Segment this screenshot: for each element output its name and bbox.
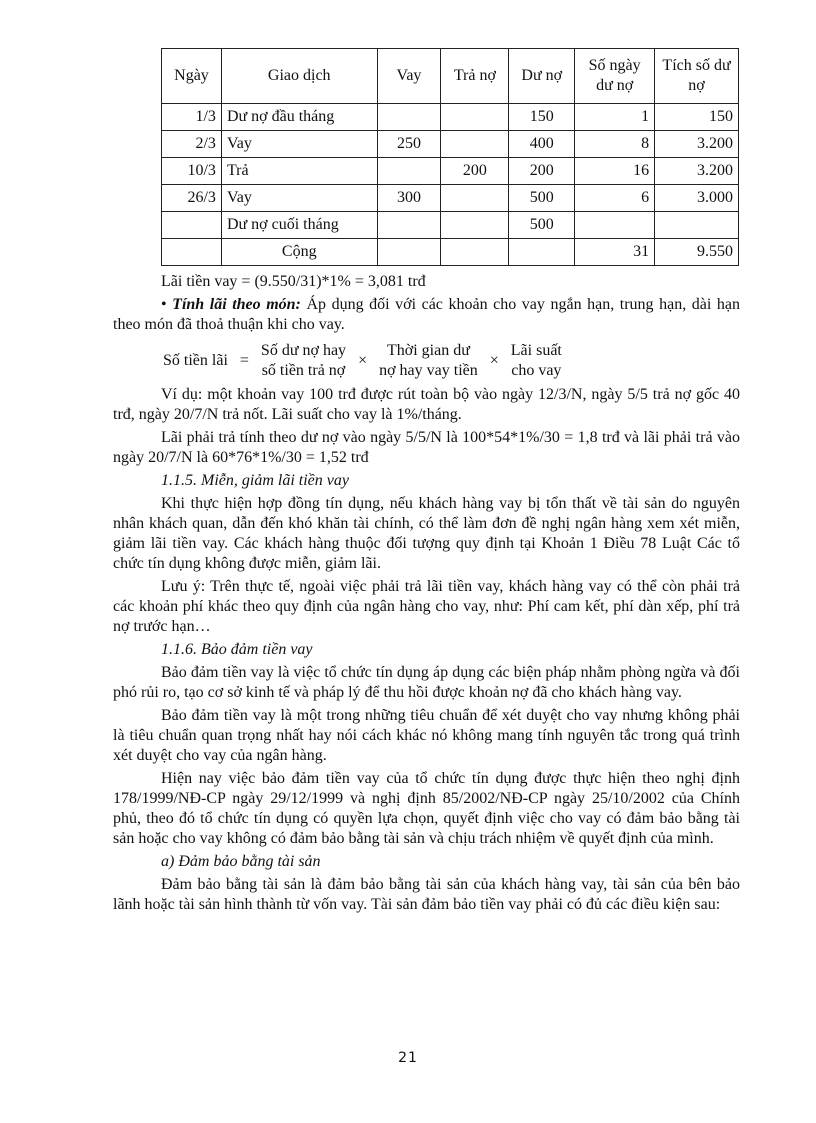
col-header-transaction: Giao dịch	[221, 49, 377, 104]
cell-days	[575, 212, 655, 239]
table-row	[162, 212, 739, 239]
cell-repay	[441, 239, 509, 266]
table-row	[162, 185, 739, 212]
cell-product: 3.200	[655, 131, 739, 158]
formula-equals: =	[239, 352, 249, 369]
example-paragraph: Ví dụ: một khoản vay 100 trđ được rút toàn bộ vào ngày 12/3/N, ngày 5/5 trả nợ gốc 40 trđ, ngày 20/7/N trả nốt. Lãi suất cho vay là 1%/tháng.	[113, 386, 740, 423]
interest-formula	[163, 341, 740, 381]
col-header-balance: Dư nợ	[509, 49, 575, 104]
formula-term-duration	[379, 341, 478, 381]
cell-repay	[441, 185, 509, 212]
col-header-loan: Vay	[377, 49, 441, 104]
formula-term-rate	[511, 341, 562, 381]
loan-balance-table	[161, 48, 739, 266]
cell-balance: 500	[509, 212, 575, 239]
cell-date: 2/3	[162, 131, 222, 158]
formula-lhs: Số tiền lãi	[163, 352, 228, 369]
col-header-date: Ngày	[162, 49, 222, 104]
page-number: 21	[398, 1050, 418, 1066]
cell-date	[162, 212, 222, 239]
cell-loan	[377, 212, 441, 239]
interest-result: Lãi tiền vay = (9.550/31)*1% = 3,081 trđ	[161, 273, 426, 290]
cell-days: 1	[575, 104, 655, 131]
cell-product: 3.200	[655, 158, 739, 185]
cell-loan	[377, 239, 441, 266]
cell-transaction: Vay	[221, 185, 377, 212]
cell-repay	[441, 212, 509, 239]
table-row	[162, 104, 739, 131]
formula-term2-bottom: nợ hay vay tiền	[379, 362, 478, 379]
col-header-product: Tích số dư nợ	[655, 49, 739, 104]
cell-balance: 400	[509, 131, 575, 158]
formula-term2-top: Thời gian dư	[386, 342, 470, 359]
cell-product: 3.000	[655, 185, 739, 212]
cell-balance: 500	[509, 185, 575, 212]
cell-date	[162, 239, 222, 266]
method-title: Tính lãi theo món:	[172, 296, 301, 313]
cell-transaction: Trả	[221, 158, 377, 185]
subheading-a: a) Đảm bảo bằng tài sản	[161, 853, 321, 870]
cell-days: 6	[575, 185, 655, 212]
cell-loan	[377, 158, 441, 185]
formula-term3-top: Lãi suất	[510, 342, 562, 359]
cell-loan: 250	[377, 131, 441, 158]
formula-term1-top: Số dư nợ hay	[260, 342, 347, 359]
paragraph-1-1-6-b: Bảo đảm tiền vay là một trong những tiêu chuẩn để xét duyệt cho vay nhưng không phải là tiêu chuẩn quan trọng nhất hay nói cách khác nó không mang tính nguyên tắc trong quá trình xét duyệt cho vay của ngân hàng.	[113, 707, 740, 764]
cell-loan: 300	[377, 185, 441, 212]
col-header-repay: Trả nợ	[441, 49, 509, 104]
bullet: •	[161, 296, 167, 313]
formula-times: ×	[358, 352, 368, 369]
col-header-days: Số ngày dư nợ	[575, 49, 655, 104]
table-total-row	[162, 239, 739, 266]
paragraph-1-1-6-c: Hiện nay việc bảo đảm tiền vay của tổ chức tín dụng được thực hiện theo nghị định 178/1999/NĐ-CP ngày 29/12/1999 và nghị định 85/2002/NĐ-CP ngày 25/10/2002 của Chính phủ, theo đó tổ chức tín dụng có quyền lựa chọn, quyết định việc cho vay có đảm bảo bằng tài sản hoặc cho vay không có đảm bảo bằng tài sản và chịu trách nhiệm về quyết định của mình.	[113, 770, 740, 847]
paragraph-a: Đảm bảo bằng tài sản là đảm bảo bằng tài sản của khách hàng vay, tài sản của bên bảo lãnh hoặc tài sản hình thành từ vốn vay. Tài sản đảm bảo tiền vay phải có đủ các điều kiện sau:	[113, 876, 740, 913]
cell-loan	[377, 104, 441, 131]
cell-days: 16	[575, 158, 655, 185]
cell-balance: 150	[509, 104, 575, 131]
cell-days: 31	[575, 239, 655, 266]
note-paragraph: Lưu ý: Trên thực tế, ngoài việc phải trả lãi tiền vay, khách hàng vay có thể còn phải trả các khoản phí khác theo quy định của ngân hàng cho vay, như: Phí cam kết, phí dàn xếp, phí trả nợ trước hạn…	[113, 578, 740, 635]
cell-balance	[509, 239, 575, 266]
paragraph-1-1-6-a: Bảo đảm tiền vay là việc tổ chức tín dụng áp dụng các biện pháp nhằm phòng ngừa và đối phó rủi ro, tạo cơ sở kinh tế và pháp lý để thu hồi được khoản nợ đã cho khách hàng vay.	[113, 664, 740, 701]
cell-transaction: Cộng	[221, 239, 377, 266]
table-row	[162, 131, 739, 158]
section-heading-1-1-5: 1.1.5. Miễn, giảm lãi tiền vay	[161, 472, 349, 489]
section-heading-1-1-6: 1.1.6. Bảo đảm tiền vay	[161, 641, 313, 658]
cell-repay: 200	[441, 158, 509, 185]
cell-days: 8	[575, 131, 655, 158]
formula-term3-bottom: cho vay	[511, 362, 562, 379]
cell-date: 26/3	[162, 185, 222, 212]
formula-term1-bottom: số tiền trả nợ	[261, 362, 346, 379]
cell-repay	[441, 104, 509, 131]
formula-term-balance	[261, 341, 346, 381]
cell-date: 1/3	[162, 104, 222, 131]
method-description: Áp dụng đối với các khoản cho vay ngắn hạn, trung hạn, dài hạn theo món đã thoả thuận khi cho vay.	[113, 296, 740, 333]
table-row	[162, 158, 739, 185]
cell-repay	[441, 131, 509, 158]
cell-transaction: Dư nợ cuối tháng	[221, 212, 377, 239]
cell-product: 9.550	[655, 239, 739, 266]
paragraph-1-1-5: Khi thực hiện hợp đồng tín dụng, nếu khách hàng vay bị tổn thất về tài sản do nguyên nhân khách quan, dẫn đến khó khăn tài chính, có thể làm đơn đề nghị ngân hàng xem xét miễn, giảm lãi tiền vay. Các khách hàng thuộc đối tượng quy định tại Khoản 1 Điều 78 Luật Các tổ chức tín dụng không được miễn, giảm lãi.	[113, 495, 740, 572]
example-calculation: Lãi phải trả tính theo dư nợ vào ngày 5/5/N là 100*54*1%/30 = 1,8 trđ và lãi phải trả vào ngày 20/7/N là 60*76*1%/30 = 1,52 trđ	[113, 429, 740, 466]
cell-transaction: Dư nợ đầu tháng	[221, 104, 377, 131]
cell-balance: 200	[509, 158, 575, 185]
table-header-row	[162, 49, 739, 104]
cell-product	[655, 212, 739, 239]
cell-product: 150	[655, 104, 739, 131]
body-text	[113, 272, 740, 915]
formula-times: ×	[489, 352, 499, 369]
cell-transaction: Vay	[221, 131, 377, 158]
cell-date: 10/3	[162, 158, 222, 185]
method-paragraph	[113, 295, 740, 335]
